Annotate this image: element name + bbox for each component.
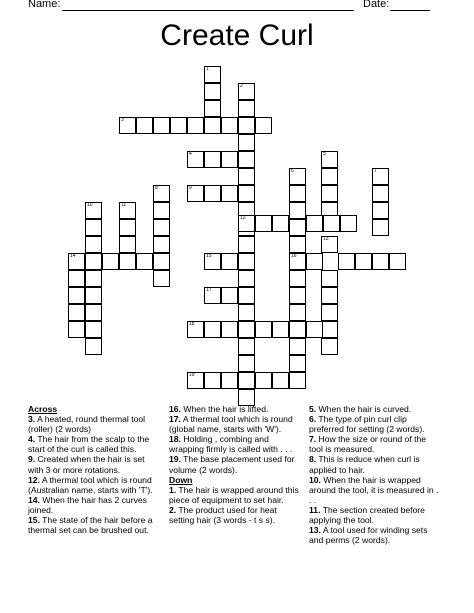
grid-cell[interactable]: [238, 270, 255, 287]
grid-cell[interactable]: [238, 83, 255, 100]
worksheet-header: [0, 0, 474, 14]
grid-cell[interactable]: [306, 253, 323, 270]
grid-cell[interactable]: [321, 236, 338, 253]
grid-cell[interactable]: [238, 304, 255, 321]
clue-item: [309, 404, 441, 414]
clue-item-text: The base placement used for volume (2 words).: [169, 454, 295, 475]
grid-cell[interactable]: [238, 117, 255, 134]
grid-cell[interactable]: [238, 151, 255, 168]
clue-item-number: 13.: [309, 525, 321, 536]
clue-item: [169, 404, 301, 414]
grid-cell[interactable]: [187, 321, 204, 338]
grid-cell[interactable]: [221, 117, 238, 134]
clue-number: 4: [189, 151, 192, 157]
grid-cell[interactable]: [340, 215, 357, 232]
clue-item: [309, 434, 441, 454]
grid-cell[interactable]: [321, 185, 338, 202]
grid-cell[interactable]: [238, 185, 255, 202]
clue-item: [28, 515, 160, 535]
grid-cell[interactable]: [238, 100, 255, 117]
clue-item-text: When the hair has 2 curves joined.: [28, 494, 147, 515]
clue-item: [169, 414, 301, 434]
grid-cell[interactable]: [68, 253, 85, 270]
grid-cell[interactable]: [204, 253, 221, 270]
clue-number: 3: [121, 117, 124, 123]
grid-cell[interactable]: [289, 253, 306, 270]
name-label: Name:: [28, 0, 61, 10]
grid-cell[interactable]: [68, 321, 85, 338]
clue-item-text: A thermal tool which is round (global name, starts with 'W').: [169, 414, 293, 435]
date-label: Date:: [363, 0, 390, 10]
grid-cell[interactable]: [321, 270, 338, 287]
clue-section-heading: Down: [169, 474, 193, 485]
clues-column-1: [28, 404, 160, 535]
clue-number: 11: [121, 202, 127, 208]
grid-cell[interactable]: [372, 253, 389, 270]
grid-cell[interactable]: [238, 355, 255, 372]
grid-cell[interactable]: [85, 253, 102, 270]
grid-cell[interactable]: [204, 83, 221, 100]
grid-cell[interactable]: [289, 236, 306, 253]
grid-cell[interactable]: [372, 168, 389, 185]
clue-item-text: The state of the hair before a thermal set can be brushed out.: [28, 515, 153, 536]
grid-cell[interactable]: [221, 372, 238, 389]
clue-item-number: 18.: [169, 434, 181, 445]
clue-item-text: A thermal tool which is round (Australian name, starts with 'T').: [28, 474, 153, 495]
grid-cell[interactable]: [153, 185, 170, 202]
grid-cell[interactable]: [153, 253, 170, 270]
grid-cell[interactable]: [187, 151, 204, 168]
clue-item: [28, 434, 160, 454]
clue-item-number: 12.: [28, 474, 40, 485]
grid-cell[interactable]: [238, 338, 255, 355]
clue-item-number: 3.: [28, 414, 36, 425]
clue-number: 19: [189, 372, 195, 378]
grid-cell[interactable]: [289, 338, 306, 355]
grid-cell[interactable]: [255, 117, 272, 134]
clue-item: [28, 454, 160, 474]
grid-cell[interactable]: [204, 151, 221, 168]
clue-item-number: 5.: [309, 404, 317, 414]
grid-cell[interactable]: [321, 287, 338, 304]
grid-cell[interactable]: [389, 253, 406, 270]
grid-cell[interactable]: [306, 321, 323, 338]
clue-item-text: How the size or round of the tool is measured.: [309, 434, 427, 455]
clue-item-number: 11.: [309, 504, 321, 515]
grid-cell[interactable]: [372, 185, 389, 202]
grid-cell[interactable]: [372, 202, 389, 219]
clues-column-2: [169, 404, 301, 525]
grid-cell[interactable]: [85, 236, 102, 253]
grid-cell[interactable]: [153, 202, 170, 219]
clue-item-text: The hair is wrapped around this piece of equipment to set hair.: [169, 484, 299, 505]
clue-number: 14: [70, 253, 76, 259]
grid-cell[interactable]: [238, 168, 255, 185]
clue-item-number: 10.: [309, 474, 321, 485]
grid-cell[interactable]: [272, 215, 289, 232]
clue-item-text: Created when the hair is set with 3 or more rotations.: [28, 454, 145, 475]
clue-item-number: 9.: [28, 454, 36, 465]
clue-item-text: A tool used for winding sets and perms (2 words).: [309, 525, 428, 546]
clue-number: 17: [206, 287, 212, 293]
grid-cell[interactable]: [119, 219, 136, 236]
grid-cell[interactable]: [85, 338, 102, 355]
grid-cell[interactable]: [153, 236, 170, 253]
grid-cell[interactable]: [187, 185, 204, 202]
grid-cell[interactable]: [85, 219, 102, 236]
grid-cell[interactable]: [204, 372, 221, 389]
clue-number: 10: [87, 202, 93, 208]
grid-cell[interactable]: [321, 168, 338, 185]
grid-cell[interactable]: [321, 338, 338, 355]
grid-cell[interactable]: [255, 321, 272, 338]
clue-item-text: The product used for heat setting hair (3 words - t s s).: [169, 504, 277, 526]
clue-item: [28, 414, 160, 434]
grid-cell[interactable]: [85, 270, 102, 287]
clue-item: [169, 434, 301, 454]
grid-cell[interactable]: [119, 253, 136, 270]
clue-item: [309, 454, 441, 474]
grid-cell[interactable]: [289, 168, 306, 185]
clue-number: 18: [189, 321, 195, 327]
clue-number: 16: [291, 253, 297, 259]
grid-cell[interactable]: [238, 253, 255, 270]
grid-cell[interactable]: [170, 117, 187, 134]
grid-cell[interactable]: [204, 287, 221, 304]
grid-cell[interactable]: [255, 215, 272, 232]
clue-number: 12: [240, 215, 246, 221]
clue-item-number: 4.: [28, 434, 36, 445]
grid-cell[interactable]: [119, 236, 136, 253]
clue-item: [28, 495, 160, 515]
grid-cell[interactable]: [136, 253, 153, 270]
grid-cell[interactable]: [289, 321, 306, 338]
grid-cell[interactable]: [68, 270, 85, 287]
clue-item-number: 2.: [169, 504, 177, 515]
name-field-line[interactable]: [62, 10, 354, 11]
clue-number: 13: [323, 236, 329, 242]
grid-cell[interactable]: [238, 372, 255, 389]
grid-cell[interactable]: [204, 117, 221, 134]
grid-cell[interactable]: [355, 253, 372, 270]
clue-item-number: 19.: [169, 454, 181, 465]
grid-cell[interactable]: [255, 372, 272, 389]
date-field-line[interactable]: [390, 10, 430, 11]
grid-cell[interactable]: [372, 219, 389, 236]
clue-item: [309, 414, 441, 434]
grid-cell[interactable]: [221, 151, 238, 168]
grid-cell[interactable]: [204, 321, 221, 338]
clue-item-text: This is reduce when curl is applied to hair.: [309, 454, 420, 475]
grid-cell[interactable]: [153, 219, 170, 236]
clue-number: 15: [206, 253, 212, 259]
clue-item-text: The section created before applying the tool.: [309, 504, 425, 526]
grid-cell[interactable]: [204, 185, 221, 202]
clue-item-text: Holding , combing and wrapping firmly is called with . . .: [169, 434, 293, 455]
grid-cell[interactable]: [119, 202, 136, 219]
clue-number: 2: [240, 83, 243, 89]
clue-number: 9: [189, 185, 192, 191]
grid-cell[interactable]: [238, 215, 255, 232]
grid-cell[interactable]: [338, 253, 355, 270]
clue-item-text: When the hair is lifted.: [180, 404, 269, 414]
puzzle-title: Create Curl: [160, 19, 314, 52]
clue-item: [309, 475, 441, 505]
grid-cell[interactable]: [289, 355, 306, 372]
grid-cell[interactable]: [85, 321, 102, 338]
clue-item-number: 15.: [28, 515, 40, 526]
grid-cell[interactable]: [221, 287, 238, 304]
grid-cell[interactable]: [238, 287, 255, 304]
grid-cell[interactable]: [68, 287, 85, 304]
crossword-grid: [0, 60, 474, 400]
grid-cell[interactable]: [221, 185, 238, 202]
clue-item-text: A heated, round thermal tool (roller) (2 words): [28, 414, 146, 435]
grid-cell[interactable]: [321, 151, 338, 168]
grid-cell[interactable]: [321, 321, 338, 338]
clue-number: 8: [155, 185, 158, 191]
grid-cell[interactable]: [289, 287, 306, 304]
clue-item: [309, 525, 441, 545]
grid-cell[interactable]: [187, 372, 204, 389]
clue-item-number: 17.: [169, 414, 181, 425]
grid-cell[interactable]: [85, 202, 102, 219]
grid-cell[interactable]: [321, 304, 338, 321]
clue-item-text: The hair from the scalp to the start of the curl is called this.: [28, 434, 150, 455]
grid-cell[interactable]: [306, 215, 323, 232]
grid-cell[interactable]: [289, 185, 306, 202]
clue-item-number: 8.: [309, 454, 317, 465]
grid-cell[interactable]: [204, 66, 221, 83]
clue-item-number: 7.: [309, 434, 317, 445]
grid-cell[interactable]: [272, 321, 289, 338]
clue-item: [169, 505, 301, 525]
grid-cell[interactable]: [221, 321, 238, 338]
clue-item-number: 6.: [309, 414, 317, 425]
clue-section-heading: Across: [28, 404, 58, 414]
clue-number: 1: [206, 66, 209, 72]
clue-item-text: When the hair is wrapped around the tool, it is measured in . . .: [309, 474, 439, 505]
grid-cell[interactable]: [238, 236, 255, 253]
grid-cell[interactable]: [102, 253, 119, 270]
grid-cell[interactable]: [136, 117, 153, 134]
grid-cell[interactable]: [153, 270, 170, 287]
clue-item-text: When the hair is curved.: [316, 404, 412, 414]
grid-cell[interactable]: [289, 372, 306, 389]
grid-cell[interactable]: [238, 134, 255, 151]
grid-cell[interactable]: [289, 202, 306, 219]
grid-cell[interactable]: [187, 117, 204, 134]
clue-item: [169, 454, 301, 474]
grid-cell[interactable]: [289, 304, 306, 321]
grid-cell[interactable]: [221, 253, 238, 270]
grid-cell[interactable]: [68, 304, 85, 321]
grid-cell[interactable]: [272, 372, 289, 389]
clue-item-number: 1.: [169, 484, 177, 495]
grid-cell[interactable]: [289, 270, 306, 287]
clues-column-3: [309, 404, 441, 545]
grid-cell[interactable]: [204, 100, 221, 117]
grid-cell[interactable]: [119, 117, 136, 134]
clue-item: [169, 485, 301, 505]
grid-cell[interactable]: [153, 117, 170, 134]
clue-item-number: 14.: [28, 494, 40, 505]
clue-item-number: 16.: [169, 404, 181, 414]
grid-cell[interactable]: [323, 215, 340, 232]
clue-item: [28, 475, 160, 495]
clue-item: [309, 505, 441, 525]
clue-number: 6: [291, 168, 294, 174]
grid-cell[interactable]: [289, 219, 306, 236]
clue-number: 7: [374, 168, 377, 174]
grid-cell[interactable]: [85, 287, 102, 304]
grid-cell[interactable]: [85, 304, 102, 321]
clue-number: 5: [323, 151, 326, 157]
clue-item-text: The type of pin curl clip preferred for setting (2 words).: [309, 414, 425, 435]
grid-cell[interactable]: [238, 321, 255, 338]
